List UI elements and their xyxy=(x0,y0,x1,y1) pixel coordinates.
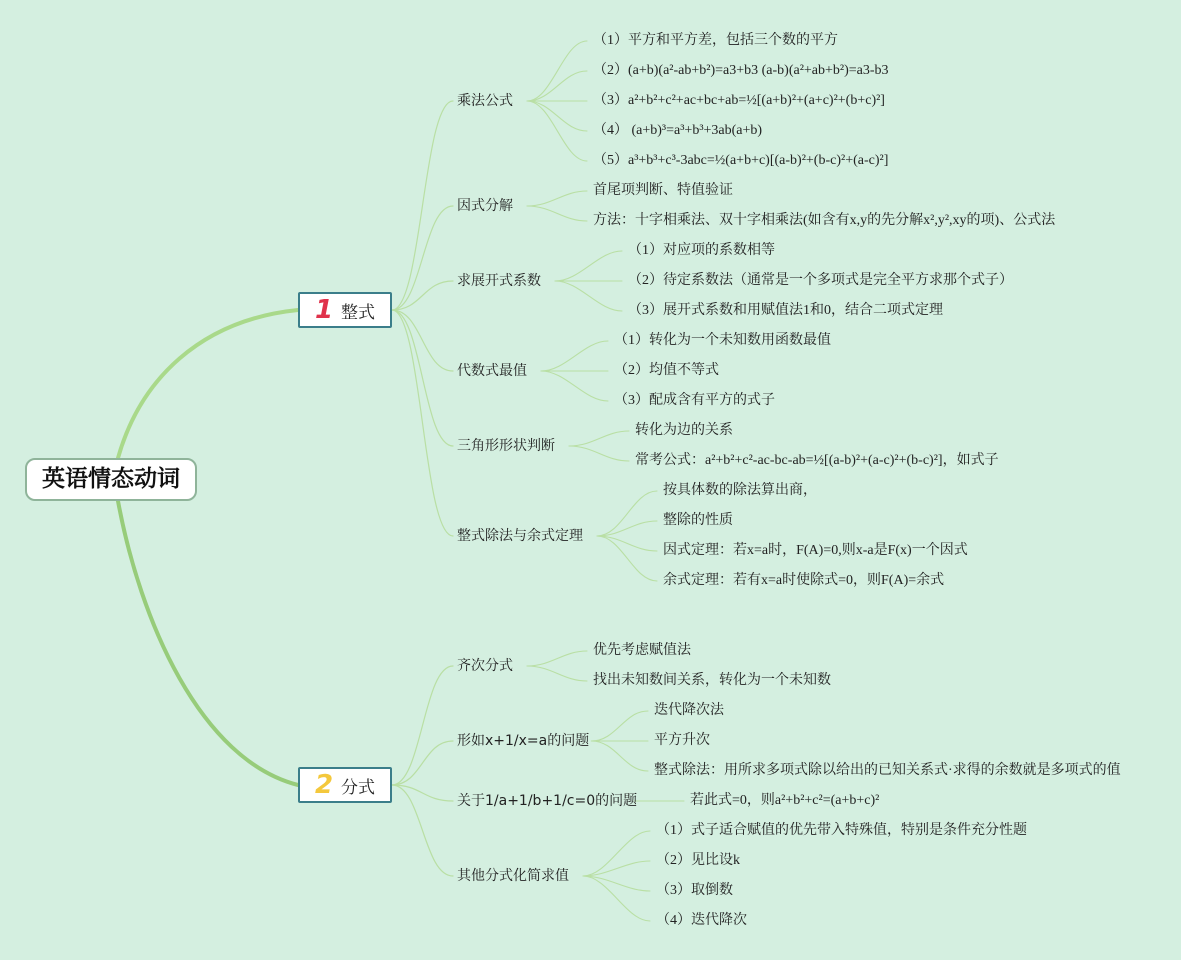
leaf-item[interactable]: 迭代降次法 xyxy=(654,703,724,718)
topic-node[interactable]: 三角形形状判断 xyxy=(457,438,555,454)
leaf-item[interactable]: 因式定理：若x=a时，F(A)=0,则x-a是F(x)一个因式 xyxy=(663,543,968,558)
link-section-to-topic xyxy=(392,206,453,310)
link-topic-to-item xyxy=(555,281,622,311)
leaf-item[interactable]: （2）(a+b)(a²-ab+b²)=a3+b3 (a-b)(a²+ab+b²)=a3-b3 xyxy=(593,63,889,78)
leaf-item[interactable]: 优先考虑赋值法 xyxy=(593,643,691,658)
leaf-item[interactable]: （5）a³+b³+c³-3abc=½(a+b+c)[(a-b)²+(b-c)²+(a-c)²] xyxy=(593,153,889,168)
topic-node[interactable]: 代数式最值 xyxy=(457,363,527,379)
section-node-fraction[interactable] xyxy=(298,767,392,803)
link-topic-to-item xyxy=(527,101,587,161)
leaf-item[interactable]: （2）见比设k xyxy=(656,853,740,868)
link-topic-to-item xyxy=(527,666,587,681)
link-topic-to-item xyxy=(583,876,650,921)
link-topic-to-item xyxy=(591,741,648,771)
link-topic-to-item xyxy=(527,41,587,101)
section-number-badge: 1 xyxy=(314,295,334,325)
topic-node[interactable]: 其他分式化简求值 xyxy=(457,868,569,884)
link-topic-to-item xyxy=(569,431,629,446)
topic-node[interactable]: 形如x+1/x=a的问题 xyxy=(457,733,590,749)
leaf-item[interactable]: 整除的性质 xyxy=(663,513,733,528)
leaf-item[interactable]: （3）配成含有平方的式子 xyxy=(614,393,775,408)
link-topic-to-item xyxy=(527,206,587,221)
branch-root-to-fraction xyxy=(118,501,298,785)
leaf-item[interactable]: （4）迭代降次 xyxy=(656,913,747,928)
topic-node[interactable]: 关于1/a+1/b+1/c=0的问题 xyxy=(457,793,638,809)
leaf-item[interactable]: （1）对应项的系数相等 xyxy=(628,243,775,258)
leaf-item[interactable]: （3）a²+b²+c²+ac+bc+ab=½[(a+b)²+(a+c)²+(b+c)²] xyxy=(593,93,885,108)
link-topic-to-item xyxy=(591,711,648,741)
link-section-to-topic xyxy=(392,785,453,801)
topic-node[interactable]: 因式分解 xyxy=(457,198,513,214)
leaf-item[interactable]: 首尾项判断、特值验证 xyxy=(593,183,733,198)
link-topic-to-item xyxy=(583,831,650,876)
link-section-to-topic xyxy=(392,101,453,310)
section-label: 分式 xyxy=(341,777,376,798)
leaf-item[interactable]: （3）展开式系数和用赋值法1和0，结合二项式定理 xyxy=(628,303,943,318)
branch-root-to-integral xyxy=(118,310,298,458)
topic-node[interactable]: 乘法公式 xyxy=(457,93,513,109)
link-topic-to-item xyxy=(555,251,622,281)
leaf-item[interactable]: 转化为边的关系 xyxy=(635,423,733,438)
leaf-item[interactable]: 常考公式：a²+b²+c²-ac-bc-ab=½[(a-b)²+(a-c)²+(b-c)²]，如式子 xyxy=(635,453,999,468)
link-section-to-topic xyxy=(392,741,453,785)
leaf-item[interactable]: （4） (a+b)³=a³+b³+3ab(a+b) xyxy=(593,123,763,138)
topic-node[interactable]: 齐次分式 xyxy=(457,658,513,674)
leaf-item[interactable]: （2）待定系数法（通常是一个多项式是完全平方求那个式子） xyxy=(628,273,1013,288)
link-section-to-topic xyxy=(392,310,453,536)
leaf-item[interactable]: （1）式子适合赋值的优先带入特殊值，特别是条件充分性题 xyxy=(656,823,1027,838)
link-topic-to-item xyxy=(527,71,587,101)
link-topic-to-item xyxy=(527,651,587,666)
link-topic-to-item xyxy=(527,191,587,206)
leaf-item[interactable]: （2）均值不等式 xyxy=(614,363,719,378)
topic-node[interactable]: 求展开式系数 xyxy=(457,273,541,289)
leaf-item[interactable]: 找出未知数间关系，转化为一个未知数 xyxy=(593,673,831,688)
link-section-to-topic xyxy=(392,785,453,876)
link-topic-to-item xyxy=(541,371,608,401)
section-node-integral[interactable] xyxy=(298,292,392,328)
leaf-item[interactable]: 按具体数的除法算出商， xyxy=(663,483,817,498)
leaf-item[interactable]: 整式除法：用所求多项式除以给出的已知关系式·求得的余数就是多项式的值 xyxy=(654,763,1121,778)
section-number-badge: 2 xyxy=(314,770,334,800)
leaf-item[interactable]: （1）转化为一个未知数用函数最值 xyxy=(614,333,831,348)
leaf-item[interactable]: （1）平方和平方差，包括三个数的平方 xyxy=(593,33,838,48)
leaf-item[interactable]: 方法：十字相乘法、双十字相乘法(如含有x,y的先分解x²,y²,xy的项)、公式法 xyxy=(593,213,1056,228)
leaf-item[interactable]: 若此式=0，则a²+b²+c²=(a+b+c)² xyxy=(690,793,880,808)
link-topic-to-item xyxy=(569,446,629,461)
link-topic-to-item xyxy=(541,341,608,371)
leaf-item[interactable]: 余式定理：若有x=a时使除式=0，则F(A)=余式 xyxy=(663,573,945,588)
leaf-item[interactable]: 平方升次 xyxy=(654,733,710,748)
link-section-to-topic xyxy=(392,666,453,785)
topic-node[interactable]: 整式除法与余式定理 xyxy=(457,528,583,544)
section-label: 整式 xyxy=(341,302,376,323)
root-node[interactable]: 英语情态动词 xyxy=(25,458,197,501)
leaf-item[interactable]: （3）取倒数 xyxy=(656,883,733,898)
link-topic-to-item xyxy=(527,101,587,131)
